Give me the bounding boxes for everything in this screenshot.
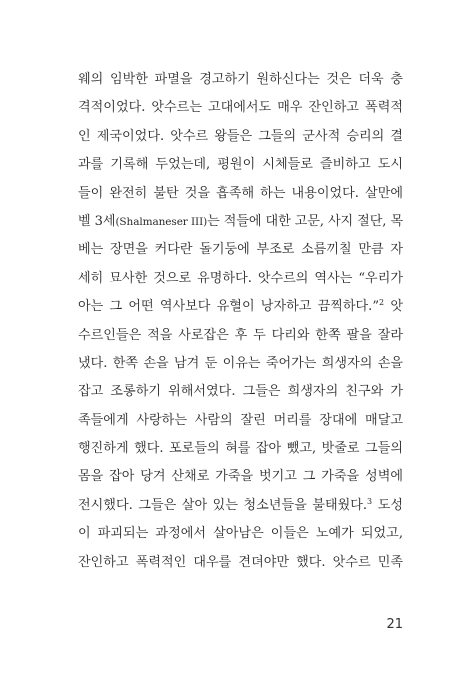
text-segment: 전시했다. 그들은 살아 있는 청소년들을 불태웠다. [78, 497, 368, 513]
text-line: 세히 묘사한 것으로 유명하다. 앗수르의 역사는 “우리가 [78, 270, 403, 286]
text-line: 잔인하고 폭력적인 대우를 견뎌야만 했다. 앗수르 민족 [78, 554, 403, 570]
text-line: 냈다. 한쪽 손을 남겨 둔 이유는 죽어가는 희생자의 손을 [78, 355, 403, 371]
text-line: 이 파괴되는 과정에서 살아남은 이들은 노예가 되었고, [78, 526, 403, 542]
text-line: 베는 장면을 커다란 돌기둥에 부조로 소름끼칠 만큼 자 [78, 242, 403, 258]
text-line [78, 293, 403, 321]
text-segment: 아는 그 어떤 역사보다 유혈이 낭자하고 끔찍하다.” [78, 299, 380, 315]
text-line: 웨의 임박한 파멸을 경고하기 원하신다는 것은 더욱 충 [78, 72, 403, 87]
body-paragraph [78, 66, 403, 577]
text-segment: 는 적들에 대한 고문, 사지 절단, 목 [207, 213, 403, 229]
footnote-marker: 3 [367, 496, 373, 506]
text-segment: 벨 3세 [78, 213, 116, 229]
text-line: 인 제국이었다. 앗수르 왕들은 그들의 군사적 승리의 결 [78, 128, 403, 144]
text-line: 과를 기록해 두었는데, 평원이 시체들로 즐비하고 도시 [78, 157, 403, 173]
text-line: 들이 완전히 불탄 것을 흡족해 하는 내용이었다. 살만에 [78, 185, 403, 201]
text-line: 행진하게 했다. 포로들의 혀를 잡아 뺐고, 밧줄로 그들의 [78, 441, 403, 457]
footnote-marker: 2 [379, 298, 385, 308]
text-segment: 앗 [384, 299, 403, 315]
latin-name: (Shalmaneser III) [115, 215, 208, 228]
text-line: 잡고 조롱하기 위해서였다. 그들은 희생자의 친구와 가 [78, 384, 403, 400]
text-line [78, 208, 403, 236]
text-line: 족들에게 사랑하는 사람의 잘린 머리를 장대에 매달고 [78, 412, 403, 428]
text-line: 수르인들은 적을 사로잡은 후 두 다리와 한쪽 팔을 잘라 [78, 327, 403, 343]
text-line: 몸을 잡아 당겨 산채로 가죽을 벗기고 그 가죽을 성벽에 [78, 469, 403, 485]
page-number: 21 [386, 617, 403, 632]
text-segment: 도성 [372, 497, 403, 513]
text-line: 격적이었다. 앗수르는 고대에서도 매우 잔인하고 폭력적 [78, 100, 403, 116]
text-line [78, 492, 403, 520]
